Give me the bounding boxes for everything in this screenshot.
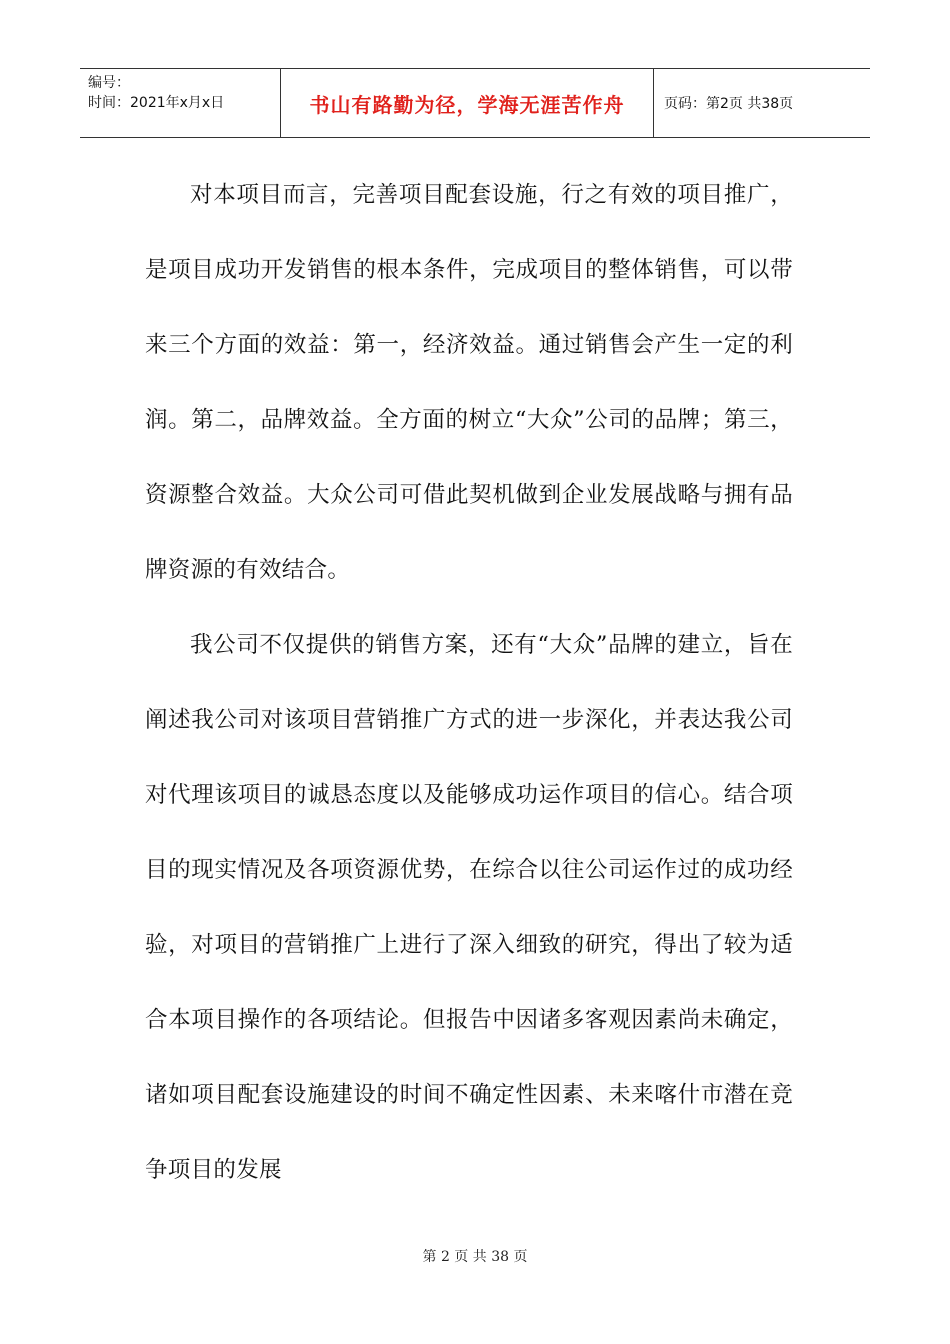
page-footer: 第 2 页 共 38 页 [422,1249,528,1265]
header-page-info: 页码：第2页 共38页 [664,96,794,112]
header-motto: 书山有路勤为径，学海无涯苦作舟 [281,69,654,137]
page-header [80,68,870,138]
document-body [145,158,793,1208]
body-paragraph-2: 我公司不仅提供的销售方案，还有“大众”品牌的建立，旨在阐述我公司对该项目营销推广方式的进一步深化，并表达我公司对代理该项目的诚恳态度以及能够成功运作项目的信心。结合项目的现实情况及各项资源优势，在综合以往公司运作过的成功经验，对项目的营销推广上进行了深入细致的研究，得出了较为适合本项目操作的各项结论。但报告中因诸多客观因素尚未确定，诸如项目配套设施建设的时间不确定性因素、未来喀什市潜在竞争项目的发展 [145,632,793,1183]
document-date: 时间：2021年x月x日 [88,95,225,111]
header-meta [80,69,281,137]
body-paragraph-1: 对本项目而言，完善项目配套设施，行之有效的项目推广，是项目成功开发销售的根本条件，完成项目的整体销售，可以带来三个方面的效益：第一，经济效益。通过销售会产生一定的利润。第二，品牌效益。全方面的树立“大众”公司的品牌；第三，资源整合效益。大众公司可借此契机做到企业发展战略与拥有品牌资源的有效结合。 [145,182,793,583]
document-number-label: 编号： [88,75,130,91]
